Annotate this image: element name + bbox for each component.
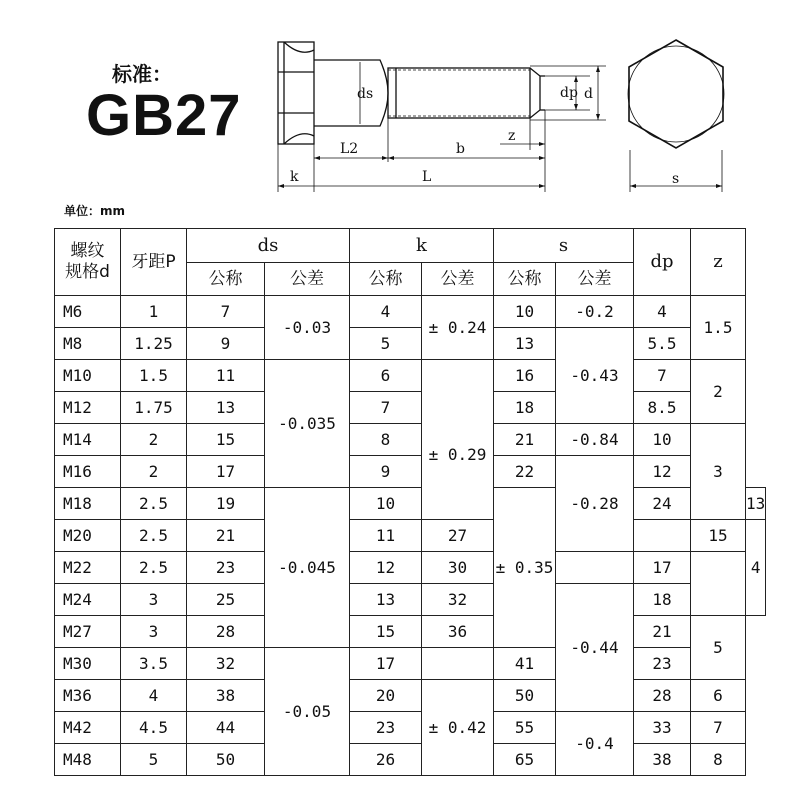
cell-s: 13 (494, 328, 556, 360)
cell-size: M6 (55, 296, 121, 328)
cell-s: 27 (422, 520, 494, 552)
cell-size: M14 (55, 424, 121, 456)
cell-s-tol (634, 520, 691, 552)
header-ds-tolerance: 公差 (265, 263, 350, 296)
label-L: L (422, 169, 432, 185)
cell-s-tol: -0.28 (556, 456, 634, 552)
cell-k-tol (422, 648, 494, 680)
cell-k-tol: ± 0.24 (422, 296, 494, 360)
cell-ds: 13 (187, 392, 265, 424)
cell-dp: 5.5 (634, 328, 691, 360)
cell-ds: 28 (187, 616, 265, 648)
header-k-nominal: 公称 (350, 263, 422, 296)
cell-k: 6 (350, 360, 422, 392)
cell-ds: 21 (187, 520, 265, 552)
cell-ds: 17 (187, 456, 265, 488)
header-size-line2: 规格d (65, 262, 110, 282)
cell-pitch: 2 (121, 424, 187, 456)
cell-k: 12 (350, 552, 422, 584)
cell-size: M22 (55, 552, 121, 584)
table-row (55, 648, 766, 680)
cell-s: 55 (494, 712, 556, 744)
cell-s: 10 (494, 296, 556, 328)
cell-ds: 19 (187, 488, 265, 520)
cell-dp: 21 (634, 616, 691, 648)
cell-dp: 28 (634, 680, 691, 712)
cell-size: M16 (55, 456, 121, 488)
cell-s: 32 (422, 584, 494, 616)
cell-s: 30 (422, 552, 494, 584)
cell-k: 7 (350, 392, 422, 424)
cell-s-tol: -0.84 (556, 424, 634, 456)
label-dp: dp (560, 85, 578, 101)
cell-size: M42 (55, 712, 121, 744)
cell-size: M27 (55, 616, 121, 648)
header-z: z (691, 229, 746, 296)
cell-s: 50 (494, 680, 556, 712)
header-size-line1: 螺纹 (70, 241, 105, 261)
bolt-drawing (0, 0, 800, 215)
cell-pitch: 4.5 (121, 712, 187, 744)
cell-s: 21 (494, 424, 556, 456)
table-row (55, 552, 766, 584)
cell-s: 41 (494, 648, 556, 680)
cell-pitch: 2.5 (121, 552, 187, 584)
cell-z: 8 (691, 744, 746, 776)
cell-z: 4 (746, 520, 766, 616)
label-z: z (508, 128, 516, 144)
cell-ds-tol: -0.035 (265, 360, 350, 488)
cell-k: 11 (350, 520, 422, 552)
header-ds-nominal: 公称 (187, 263, 265, 296)
cell-pitch: 1.5 (121, 360, 187, 392)
cell-k: 17 (350, 648, 422, 680)
cell-dp: 33 (634, 712, 691, 744)
table-row (55, 712, 766, 744)
cell-dp: 8.5 (634, 392, 691, 424)
cell-s-tol: -0.2 (556, 296, 634, 328)
cell-z: 6 (691, 680, 746, 712)
cell-pitch: 5 (121, 744, 187, 776)
cell-ds: 25 (187, 584, 265, 616)
cell-dp: 4 (634, 296, 691, 328)
cell-size: M8 (55, 328, 121, 360)
cell-ds: 32 (187, 648, 265, 680)
cell-s-tol: -0.4 (556, 712, 634, 776)
cell-k-tol: ± 0.42 (422, 680, 494, 776)
cell-s: 18 (494, 392, 556, 424)
cell-s-tol: -0.43 (556, 328, 634, 424)
cell-k: 5 (350, 328, 422, 360)
table-row (55, 680, 766, 712)
cell-z: 3 (691, 424, 746, 520)
cell-pitch: 4 (121, 680, 187, 712)
label-b: b (456, 141, 465, 157)
cell-pitch: 2.5 (121, 520, 187, 552)
header-dp: dp (634, 229, 691, 296)
cell-k: 8 (350, 424, 422, 456)
cell-size: M10 (55, 360, 121, 392)
cell-pitch: 3 (121, 616, 187, 648)
table-row (55, 584, 766, 616)
cell-dp: 15 (691, 520, 746, 552)
cell-dp: 23 (634, 648, 691, 680)
cell-dp: 17 (634, 552, 691, 584)
header-s-tolerance: 公差 (556, 263, 634, 296)
header-s-nominal: 公称 (494, 263, 556, 296)
header-pitch: 牙距P (121, 229, 187, 296)
cell-k: 13 (350, 584, 422, 616)
cell-size: M36 (55, 680, 121, 712)
cell-s: 22 (494, 456, 556, 488)
cell-s-tol (556, 552, 634, 584)
spec-table (54, 228, 766, 776)
cell-pitch: 2.5 (121, 488, 187, 520)
cell-k: 15 (350, 616, 422, 648)
cell-dp: 7 (634, 360, 691, 392)
header-k: k (350, 229, 494, 263)
cell-pitch: 3 (121, 584, 187, 616)
cell-pitch: 3.5 (121, 648, 187, 680)
cell-k-tol (422, 360, 494, 392)
cell-dp: 18 (634, 584, 691, 616)
cell-ds: 15 (187, 424, 265, 456)
cell-k: 4 (350, 296, 422, 328)
table-row (55, 392, 766, 424)
cell-pitch: 1.25 (121, 328, 187, 360)
cell-ds: 9 (187, 328, 265, 360)
table-row (55, 328, 766, 360)
cell-k-tol: ± 0.29 (422, 392, 494, 520)
table-row (55, 520, 766, 552)
cell-size: M18 (55, 488, 121, 520)
cell-s-tol: -0.44 (556, 584, 634, 712)
cell-ds-tol: -0.05 (265, 648, 350, 776)
cell-ds: 23 (187, 552, 265, 584)
label-d: d (584, 86, 593, 102)
cell-z: 2 (691, 360, 746, 424)
table-row (55, 456, 766, 488)
cell-size: M48 (55, 744, 121, 776)
cell-size: M12 (55, 392, 121, 424)
cell-k: 10 (350, 488, 422, 520)
standard-code: GB27 (86, 83, 242, 148)
cell-dp: 13 (746, 488, 766, 520)
cell-s: 36 (422, 616, 494, 648)
cell-z: 1.5 (691, 296, 746, 360)
cell-k: 26 (350, 744, 422, 776)
standard-label: 标准： (112, 62, 172, 86)
cell-k: 23 (350, 712, 422, 744)
header-size (55, 229, 121, 296)
cell-pitch: 1 (121, 296, 187, 328)
cell-k: 9 (350, 456, 422, 488)
cell-ds-tol: -0.03 (265, 296, 350, 360)
cell-size: M30 (55, 648, 121, 680)
cell-dp: 12 (634, 456, 691, 488)
cell-ds: 50 (187, 744, 265, 776)
cell-ds: 44 (187, 712, 265, 744)
unit-label: 单位：mm (64, 204, 126, 218)
cell-ds: 7 (187, 296, 265, 328)
cell-pitch: 1.75 (121, 392, 187, 424)
label-k: k (290, 169, 299, 185)
table-row (55, 488, 766, 520)
label-L2: L2 (340, 141, 359, 157)
label-s: s (672, 171, 680, 187)
header-s: s (494, 229, 634, 263)
table-row (55, 616, 766, 648)
table-row (55, 424, 766, 456)
header-ds: ds (187, 229, 350, 263)
cell-size: M20 (55, 520, 121, 552)
header-k-tolerance: 公差 (422, 263, 494, 296)
cell-k-tol: ± 0.35 (494, 488, 556, 648)
cell-ds: 38 (187, 680, 265, 712)
table-row (55, 744, 766, 776)
table-row (55, 296, 766, 328)
cell-ds: 11 (187, 360, 265, 392)
cell-z: 7 (691, 712, 746, 744)
cell-s: 24 (634, 488, 691, 520)
cell-z: 5 (691, 616, 746, 680)
cell-ds-tol: -0.045 (265, 488, 350, 648)
cell-k: 20 (350, 680, 422, 712)
cell-s: 65 (494, 744, 556, 776)
cell-pitch: 2 (121, 456, 187, 488)
label-ds: ds (357, 86, 374, 102)
table-row (55, 360, 766, 392)
cell-dp: 38 (634, 744, 691, 776)
cell-size: M24 (55, 584, 121, 616)
cell-s: 16 (494, 360, 556, 392)
cell-dp: 10 (634, 424, 691, 456)
